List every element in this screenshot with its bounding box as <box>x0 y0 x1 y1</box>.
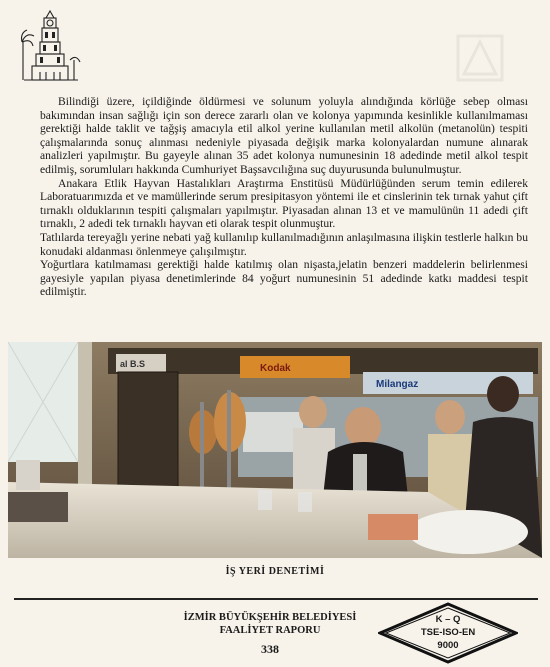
page-number: 338 <box>261 642 279 656</box>
paragraph-desserts: Tatlılarda tereyağlı yerine nebati yağ kullanılıp kullanılmadığının anlaşılmasına ilişkin testlerle halkın bu konudaki aldanması önlenmeye çalışılmıştır. <box>40 230 528 258</box>
left-sign: al B.S <box>120 359 146 369</box>
badge-kq: K – Q <box>435 614 461 625</box>
paragraph-serum: Anakara Etlik Hayvan Hastalıkları Araştırma Enstitüsü Müdürlüğünden serum temin edilerek Laboratuarımızda et ve mamüllerinde serum presipitasyon yöntemi ile et cinslerinin tek tırnak yahut çift tırnaklı olduklarının tespiti çalışmaları yapılmıştır. Piyasadan alınan 13 et ve mamulünün 11 adedi çift tırnaklı, 2 adedi tek tırnaklı hayvan eti olarak tespit olunmuştur. <box>40 176 528 231</box>
photo-caption: İŞ YERİ DENETİMİ <box>225 566 325 577</box>
badge-number: 9000 <box>437 640 459 651</box>
paragraph-methanol: Bilindiği üzere, içildiğinde öldürmesi ve solunum yoluyla alındığında körlüğe sebep olması bakımından insan sağlığı için son derece zararlı olan ve kolonya yapımında kesinlikle kullanılmaması gerektiği halde taklit ve tağşiş amacıyla etil alkol yerine kullanılan metil alkolün (metanolün) tespiti çalışmalarında sonuç alınması nedeniyle piyasada değişik marka kolonyalardan numune alınarak analizleri yapılmıştır. Bu gayeyle alınan 35 adet kolonya numunesinin 18 adedinde metil alkol tespit edilmiş, sorumluları hakkında Cumhuriyet Başsavcılığına suç duyurusunda bulunulmuştur. <box>40 95 528 176</box>
report-name: FAALİYET RAPORU <box>219 625 321 636</box>
body-text <box>40 95 528 299</box>
badge-standard: TSE-ISO-EN <box>420 627 476 638</box>
footer-divider <box>14 598 538 600</box>
inspection-photo <box>8 342 542 558</box>
quality-badge <box>378 602 518 664</box>
paragraph-yogurt: Yoğurtlara katılmaması gerektiği halde katılmış olan nişasta,jelatin benzeri maddelerin belirlenmesi gayesiyle yapılan piyasa denetimlerinde 84 yoğurt numunesinin 51 adedinde katkı maddesi tespit edilmiştir. <box>40 258 528 299</box>
watermark-logo <box>450 28 510 88</box>
municipality-name: İZMİR BÜYÜKŞEHİR BELEDİYESİ <box>183 612 357 623</box>
clock-tower-icon <box>14 8 86 86</box>
milangaz-sign: Milangaz <box>376 379 419 390</box>
kodak-sign: Kodak <box>260 363 291 374</box>
